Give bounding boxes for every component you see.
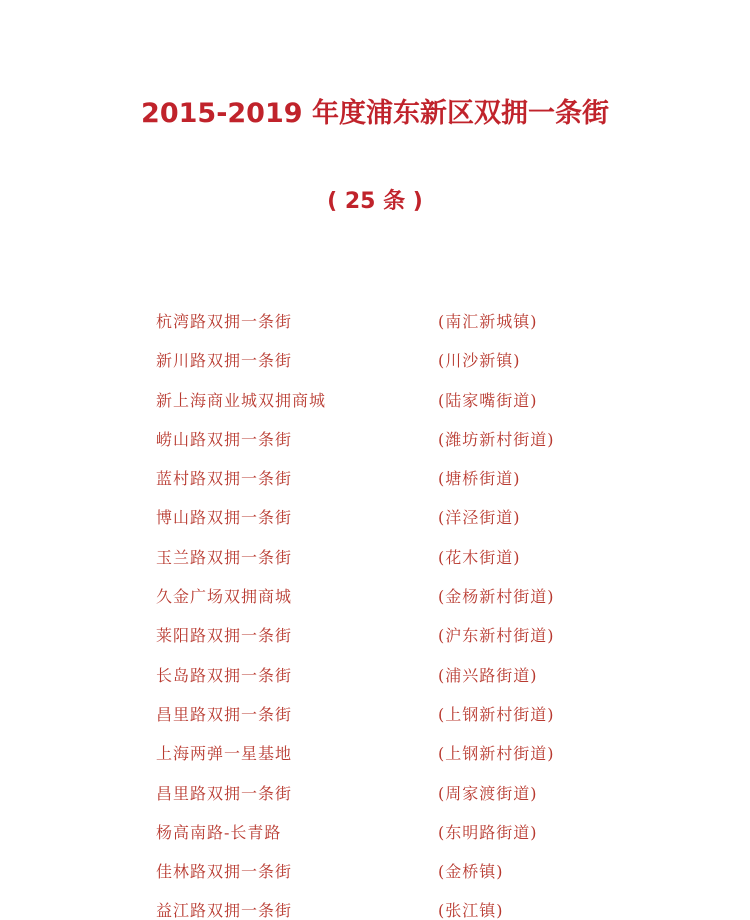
district-name: (陆家嘴街道) [438, 390, 538, 410]
district-name: (周家渡街道) [438, 783, 538, 803]
street-name: 崂山路双拥一条街 [156, 429, 293, 449]
list-item [0, 381, 750, 420]
district-name: (沪东新村街道) [438, 626, 555, 646]
list-item [0, 577, 750, 616]
street-name: 昌里路双拥一条街 [156, 704, 293, 724]
list-item [0, 341, 750, 380]
list-item [0, 498, 750, 537]
list-item [0, 656, 750, 695]
list-item [0, 616, 750, 655]
street-name: 长岛路双拥一条街 [156, 665, 293, 685]
list-item [0, 302, 750, 341]
street-name: 玉兰路双拥一条街 [156, 547, 293, 567]
district-name: (洋泾街道) [438, 508, 521, 528]
street-name: 久金广场双拥商城 [156, 587, 293, 607]
district-name: (花木街道) [438, 547, 521, 567]
district-name: (上钢新村街道) [438, 744, 555, 764]
district-name: (金杨新村街道) [438, 587, 555, 607]
district-name: (塘桥街道) [438, 469, 521, 489]
district-name: (东明路街道) [438, 822, 538, 842]
street-name: 杨高南路-长青路 [156, 822, 282, 842]
district-name: (金桥镇) [438, 862, 504, 882]
list-item [0, 852, 750, 891]
street-name: 博山路双拥一条街 [156, 508, 293, 528]
document-subtitle: ( 25 条 ) [327, 189, 423, 214]
district-name: (川沙新镇) [438, 351, 521, 371]
district-name: (南汇新城镇) [438, 312, 538, 331]
street-name: 杭湾路双拥一条街 [156, 312, 293, 331]
document-title: 2015-2019 年度浦东新区双拥一条街 [141, 98, 609, 129]
district-name: (张江镇) [438, 901, 504, 920]
list-item [0, 813, 750, 852]
street-name: 蓝村路双拥一条街 [156, 469, 293, 489]
district-name: (浦兴路街道) [438, 665, 538, 685]
street-name: 新上海商业城双拥商城 [156, 390, 327, 410]
street-name: 上海两弹一星基地 [156, 744, 293, 764]
street-name: 佳林路双拥一条街 [156, 862, 293, 882]
district-name: (潍坊新村街道) [438, 429, 555, 449]
list-item [0, 459, 750, 498]
street-list [0, 302, 750, 920]
street-name: 新川路双拥一条街 [156, 351, 293, 371]
list-item [0, 891, 750, 920]
street-name: 莱阳路双拥一条街 [156, 626, 293, 646]
street-name: 昌里路双拥一条街 [156, 783, 293, 803]
district-name: (上钢新村街道) [438, 704, 555, 724]
list-item [0, 734, 750, 773]
list-item [0, 538, 750, 577]
street-name: 益江路双拥一条街 [156, 901, 293, 920]
list-item [0, 695, 750, 734]
list-item [0, 420, 750, 459]
list-item [0, 774, 750, 813]
